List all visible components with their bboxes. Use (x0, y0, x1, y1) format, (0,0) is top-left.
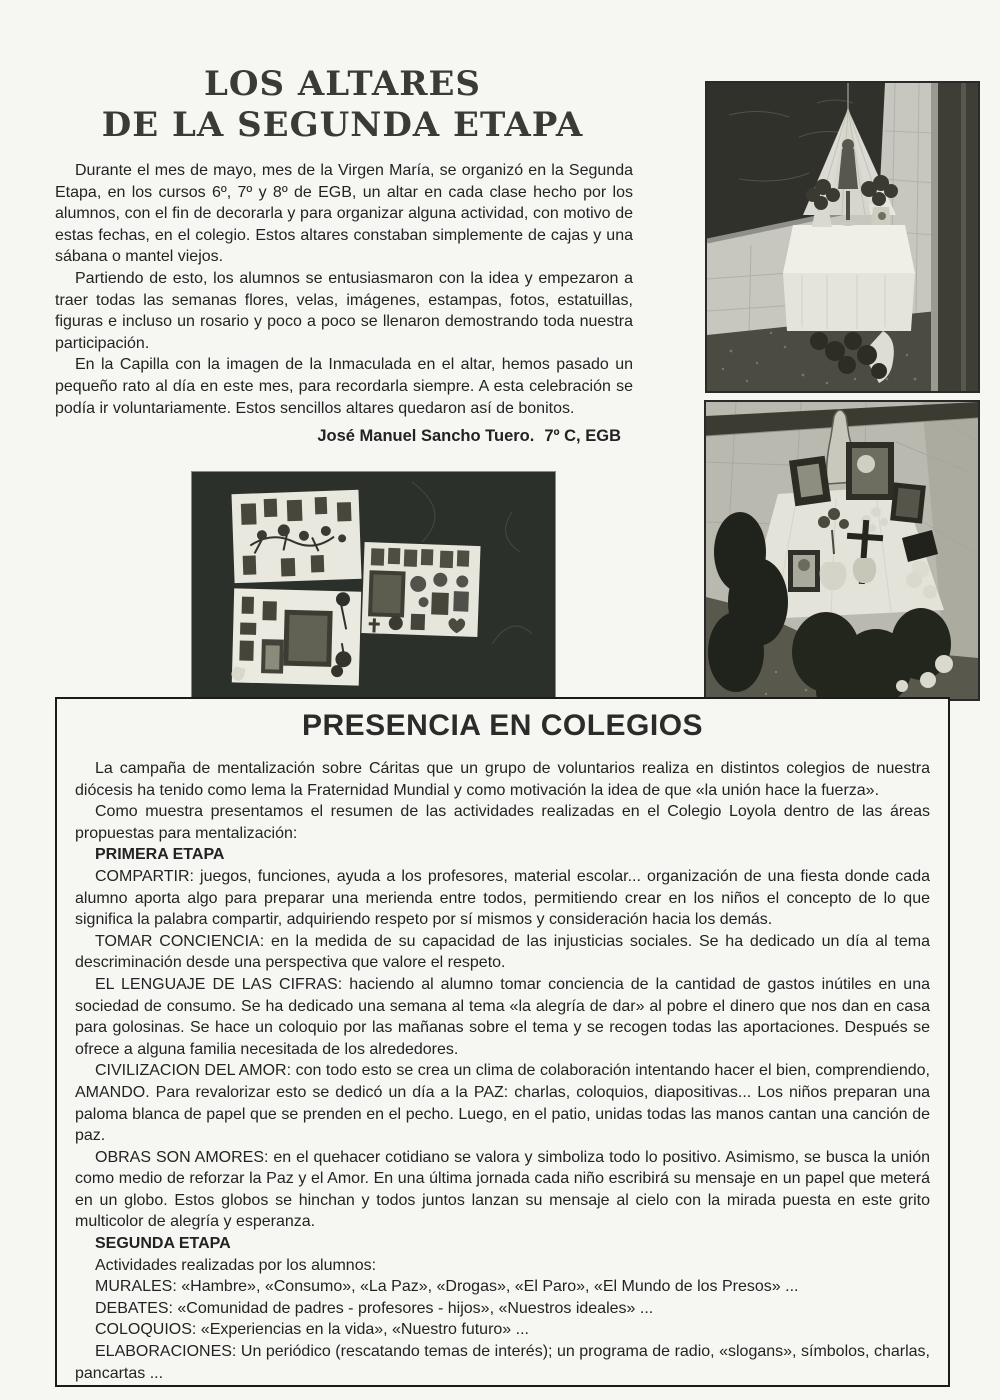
colegios-title: PRESENCIA EN COLEGIOS (301, 709, 704, 742)
colegios-paragraph: TOMAR CONCIENCIA: en la medida de su capacidad de las injusticias sociales. Se ha dedicado un día al tema descriminación desde una perspectiva que valore el respeto. (75, 932, 930, 972)
altar-canopy-illustration (707, 83, 978, 391)
byline-class: 7º C, EGB (544, 427, 621, 446)
article1-title (70, 64, 615, 146)
colegios-subheading-segunda-etapa: SEGUNDA ETAPA (95, 1235, 231, 1253)
altar-canopy-photo (707, 83, 978, 391)
article1-title-line2: DE LA SEGUNDA ETAPA (101, 105, 584, 145)
article1-paragraph: Durante el mes de mayo, mes de la Virgen María, se organizó en la Segunda Etapa, en los cursos 6º, 7º y 8º de EGB, un altar en cada clase hecho por los alumnos, con el fin de decorarla y para organizar alguna actividad, con motivo de estas fechas, en el colegio. Estos altares constaban simplemente de cajas y una sábana o mantel viejos. (55, 162, 633, 266)
colegios-paragraph: ELABORACIONES: Un periódico (rescatando temas de interés); un programa de radio, «slogans», símbolos, charlas, pancartas ... (75, 1343, 930, 1382)
article1-paragraph: En la Capilla con la imagen de la Inmaculada en el altar, hemos pasado un pequeño rato al día en este mes, para recordarla siempre. A esta celebración se podía ir voluntariamente. Estos sencillos altares quedaron así de bonitos. (55, 356, 633, 417)
colegios-subheading-primera-etapa: PRIMERA ETAPA (95, 846, 225, 864)
article1-title-line1: LOS ALTARES (204, 64, 481, 104)
colegios-paragraph: EL LENGUAJE DE LAS CIFRAS: haciendo al alumno tomar conciencia de la cantidad de gastos inútiles en una sociedad de consumo. Se ha dedicado una semana al tema «la alegría de dar» al pobre el dinero que nos dan en casa para golosinas. Se hace un coloquio por las mañanas sobre el tema y se recogen todas las aportaciones. Después se ofrece a alguna familia necesitada de los alrededores. (75, 975, 930, 1058)
colegios-paragraph: COMPARTIR: juegos, funciones, ayuda a los profesores, material escolar... organización de una fiesta donde cada alumno aporta algo para preparar una merienda entre todos, permitiendo crear en los niños el concepto de lo que significa la palabra compartir, adquiriendo respeto por sí mismos y consideración hacia los demás. (75, 867, 930, 929)
colegios-article-box (55, 697, 950, 1387)
altar-corner-illustration (706, 402, 978, 699)
colegios-paragraph: Como muestra presentamos el resumen de las actividades realizadas en el Colegio Loyola dentro de las áreas propuestas para mentalización: (75, 803, 930, 842)
colegios-paragraph: DEBATES: «Comunidad de padres - profesores - hijos», «Nuestros ideales» ... (95, 1299, 654, 1317)
colegios-paragraph: OBRAS SON AMORES: en el quehacer cotidiano se valora y simboliza todo lo positivo. Asimismo, se busca la unión como medio de reforzar la Paz y el Amor. En una última jornada cada niño escribirá su mensaje en un papel que meterá en un globo. Estos globos se hinchan y todos juntos lanzan su mensaje al cielo con la mirada puesta en este grito multicolor de alegría y esperanza. (75, 1148, 930, 1231)
colegios-paragraph: MURALES: «Hambre», «Consumo», «La Paz», «Drogas», «El Paro», «El Mundo de los Presos» ... (95, 1278, 799, 1296)
article1-body (55, 160, 633, 464)
colegios-paragraph: La campaña de mentalización sobre Cáritas que un grupo de voluntarios realiza en distintos colegios de nuestra diócesis ha tenido como lema la Fraternidad Mundial y como motivación la idea de que «la unión hace la fuerza». (75, 760, 930, 799)
colegios-paragraph: CIVILIZACION DEL AMOR: con todo esto se crea un clima de colaboración intentando hacer el bien, comprendiendo, AMANDO. Para revalorizar esto se dedicó un día a la PAZ: charlas, coloquios, diapositivas... Los niños preparan una paloma blanca de papel que se prenden en el pecho. Luego, en el patio, unidas todas las manos cantan una canción de paz. (75, 1062, 930, 1145)
altar-corner-photo (706, 402, 978, 699)
colegios-paragraph: COLOQUIOS: «Experiencias en la vida», «Nuestro futuro» ... (95, 1321, 529, 1339)
collage-sheets-illustration (192, 472, 555, 708)
collage-sheets-photo (192, 472, 555, 708)
article1-byline (55, 426, 633, 448)
colegios-paragraph: Actividades realizadas por los alumnos: (95, 1256, 377, 1274)
byline-author: José Manuel Sancho Tuero. (317, 427, 535, 446)
article1-paragraph: Partiendo de esto, los alumnos se entusiasmaron con la idea y empezaron a traer todas las semanas flores, velas, imágenes, estampas, fotos, estatuillas, figuras e incluso un rosario y poco a poco se llenaron demostrando toda nuestra participación. (55, 269, 633, 352)
